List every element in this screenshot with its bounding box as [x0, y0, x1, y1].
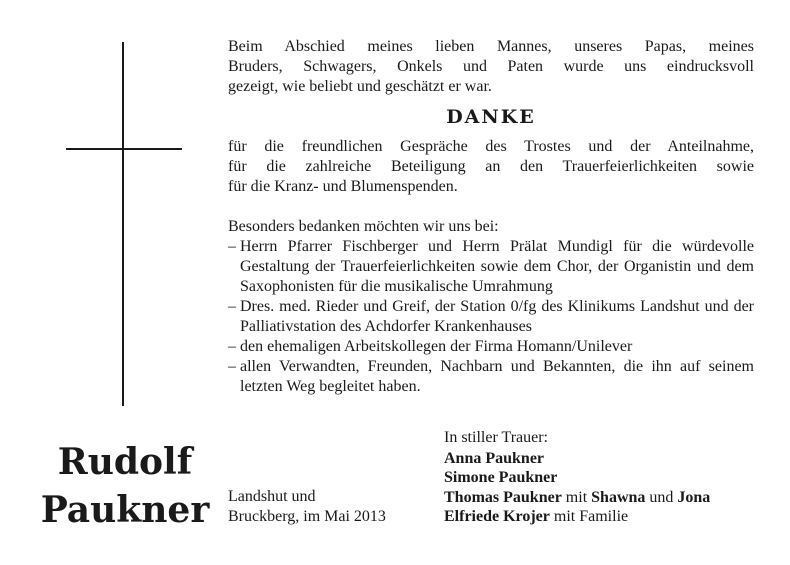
mourner-shawna: Shawna [591, 488, 646, 506]
intro-line: gezeigt, wie beliebt und geschätzt er war. [228, 78, 492, 95]
list-item-text: Dres. med. Rieder und Greif, der Station 0/fg des Klinikums Landshut und der Palliativstation des Achdorfer Krankenhauses [240, 298, 754, 335]
intro-paragraph [228, 37, 754, 97]
intro-line: Beim Abschied meines lieben Mannes, unseres Papas, meines [228, 38, 754, 55]
mourners-intro: In stiller Trauer: [444, 429, 548, 446]
list-dash: – [228, 338, 236, 355]
intro-line: Bruders, Schwagers, Onkels und Paten wurde uns eindrucksvoll [228, 58, 754, 75]
connector-text: mit [565, 488, 588, 506]
list-item-text: allen Verwandten, Freunden, Nachbarn und Bekannten, die ihn auf seinem letzten Weg begleitet haben. [240, 358, 754, 395]
date-line: Bruckberg, im Mai 2013 [228, 508, 386, 525]
list-item-text: den ehemaligen Arbeitskollegen der Firma Homann/Unilever [240, 338, 633, 355]
place-line: Landshut und [228, 488, 316, 505]
mourner-name [444, 468, 774, 488]
danke-heading: DANKE [446, 106, 536, 128]
mourner-simone: Simone Paukner [444, 469, 558, 486]
list-item [228, 237, 754, 297]
cross-icon-bar [66, 148, 182, 150]
connector-text: mit Familie [553, 508, 629, 525]
special-thanks-intro: Besonders bedanken möchten wir uns bei: [228, 218, 499, 235]
mourner-name [444, 488, 774, 508]
deceased-first-name: Rudolf [57, 441, 193, 483]
mourner-thomas: Thomas Paukner [444, 488, 562, 506]
mourner-jona: Jona [677, 488, 711, 506]
list-dash: – [228, 298, 236, 315]
thanks-line: für die zahlreiche Beteiligung an den Trauerfeierlichkeiten sowie [228, 158, 754, 175]
mourner-name [444, 449, 774, 469]
mourner-anna: Anna Paukner [444, 449, 545, 467]
thanks-line: für die Kranz- und Blumenspenden. [228, 178, 458, 195]
mourners-block [444, 428, 774, 527]
list-dash: – [228, 238, 236, 255]
connector-text: und [649, 488, 674, 506]
special-thanks-list [228, 237, 754, 397]
list-item-text: Herrn Pfarrer Fischberger und Herrn Prälat Mundigl für die würdevolle Gestaltung der Trauerfeierlichkeiten sowie dem Chor, der Organistin und dem Saxophonisten für die musikalische Umrahmung [240, 238, 754, 295]
mourner-elfriede: Elfriede Krojer [444, 508, 550, 525]
cross-icon [122, 42, 124, 406]
thanks-line: für die freundlichen Gespräche des Trostes und der Anteilnahme, [228, 138, 754, 155]
list-item [228, 357, 754, 397]
place-and-date [228, 487, 428, 527]
mourner-name [444, 507, 774, 527]
list-dash: – [228, 358, 236, 375]
list-item [228, 337, 754, 357]
list-item [228, 297, 754, 337]
deceased-last-name: Paukner [40, 489, 210, 531]
thanks-paragraph [228, 137, 754, 197]
